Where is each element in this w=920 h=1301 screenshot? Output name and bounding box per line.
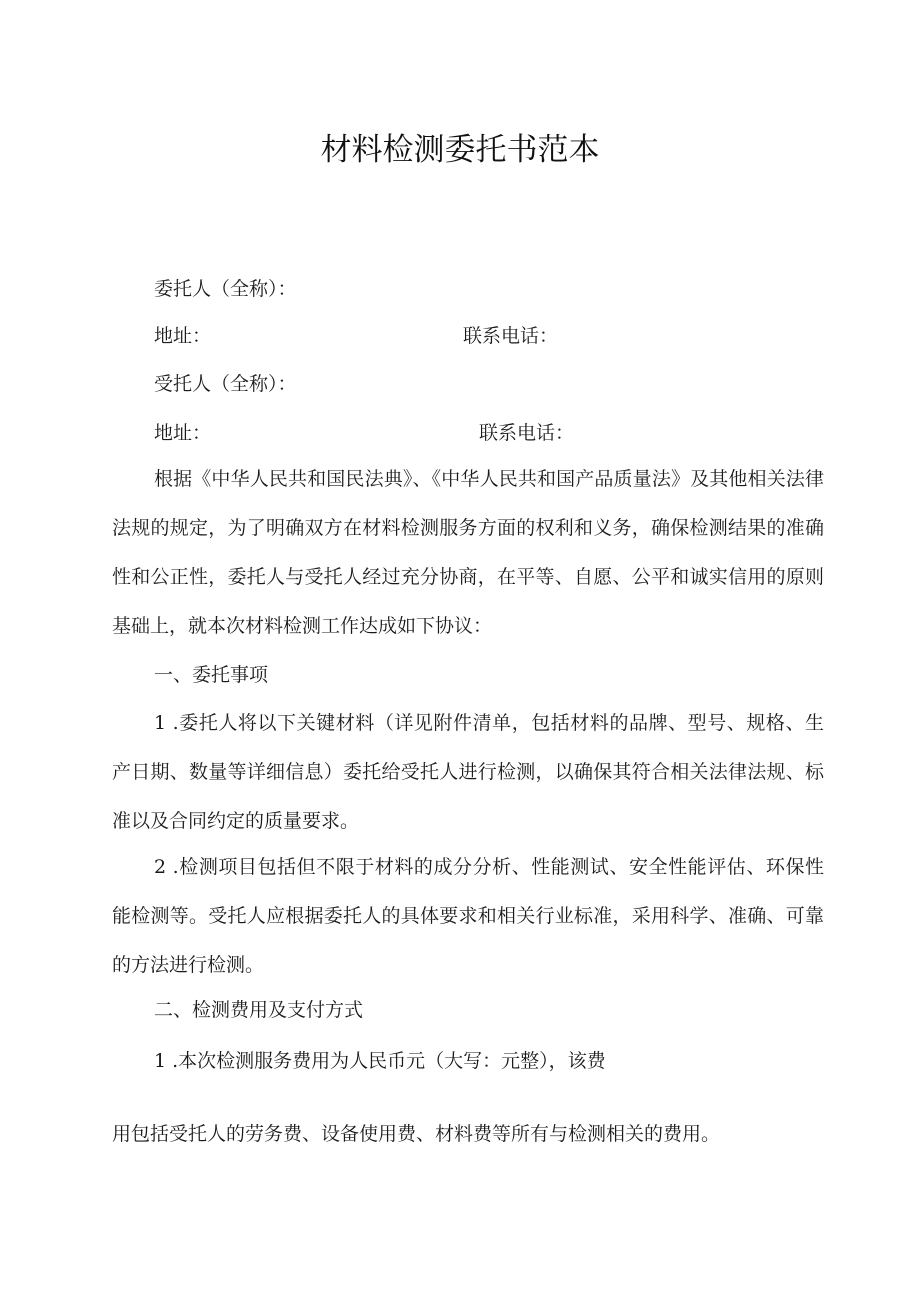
document-title: 材料检测委托书范本 xyxy=(320,132,600,168)
intro-paragraph: 根据《中华人民共和国民法典》、《中华人民共和国产品质量法》及其他相关法律法规的规定，为了明确双方在材料检测服务方面的权利和义务，确保检测结果的准确性和公正性，委托人与受托人经过充分协商，在平等、自愿、公平和诚实信用的原则基础上，就本次材料检测工作达成如下协议： xyxy=(112,468,824,637)
section2-item1-line2: 用包括受托人的劳务费、设备使用费、材料费等所有与检测相关的费用。 xyxy=(112,1123,721,1145)
section1-item2: 2 .检测项目包括但不限于材料的成分分析、性能测试、安全性能评估、环保性能检测等。受托人应根据委托人的具体要求和相关行业标准，采用科学、准确、可靠的方法进行检测。 xyxy=(112,856,824,976)
contractor-name-label: 受托人（全称）： xyxy=(154,373,297,395)
section2-item1-line1: 1 .本次检测服务费用为人民币元（大写：元整），该费 xyxy=(154,1050,606,1072)
contractor-phone-label: 联系电话： xyxy=(479,422,575,444)
section1-heading: 一、委托事项 xyxy=(154,664,269,686)
contractor-address-label: 地址： xyxy=(154,422,212,444)
client-name-label: 委托人（全称）： xyxy=(154,278,297,300)
section2-heading: 二、检测费用及支付方式 xyxy=(154,999,364,1021)
section1-item1: 1 .委托人将以下关键材料（详见附件清单，包括材料的品牌、型号、规格、生产日期、数量等详细信息）委托给受托人进行检测，以确保其符合相关法律法规、标准以及合同约定的质量要求。 xyxy=(112,712,824,832)
client-address-label: 地址： xyxy=(154,325,212,347)
client-phone-label: 联系电话： xyxy=(463,325,559,347)
